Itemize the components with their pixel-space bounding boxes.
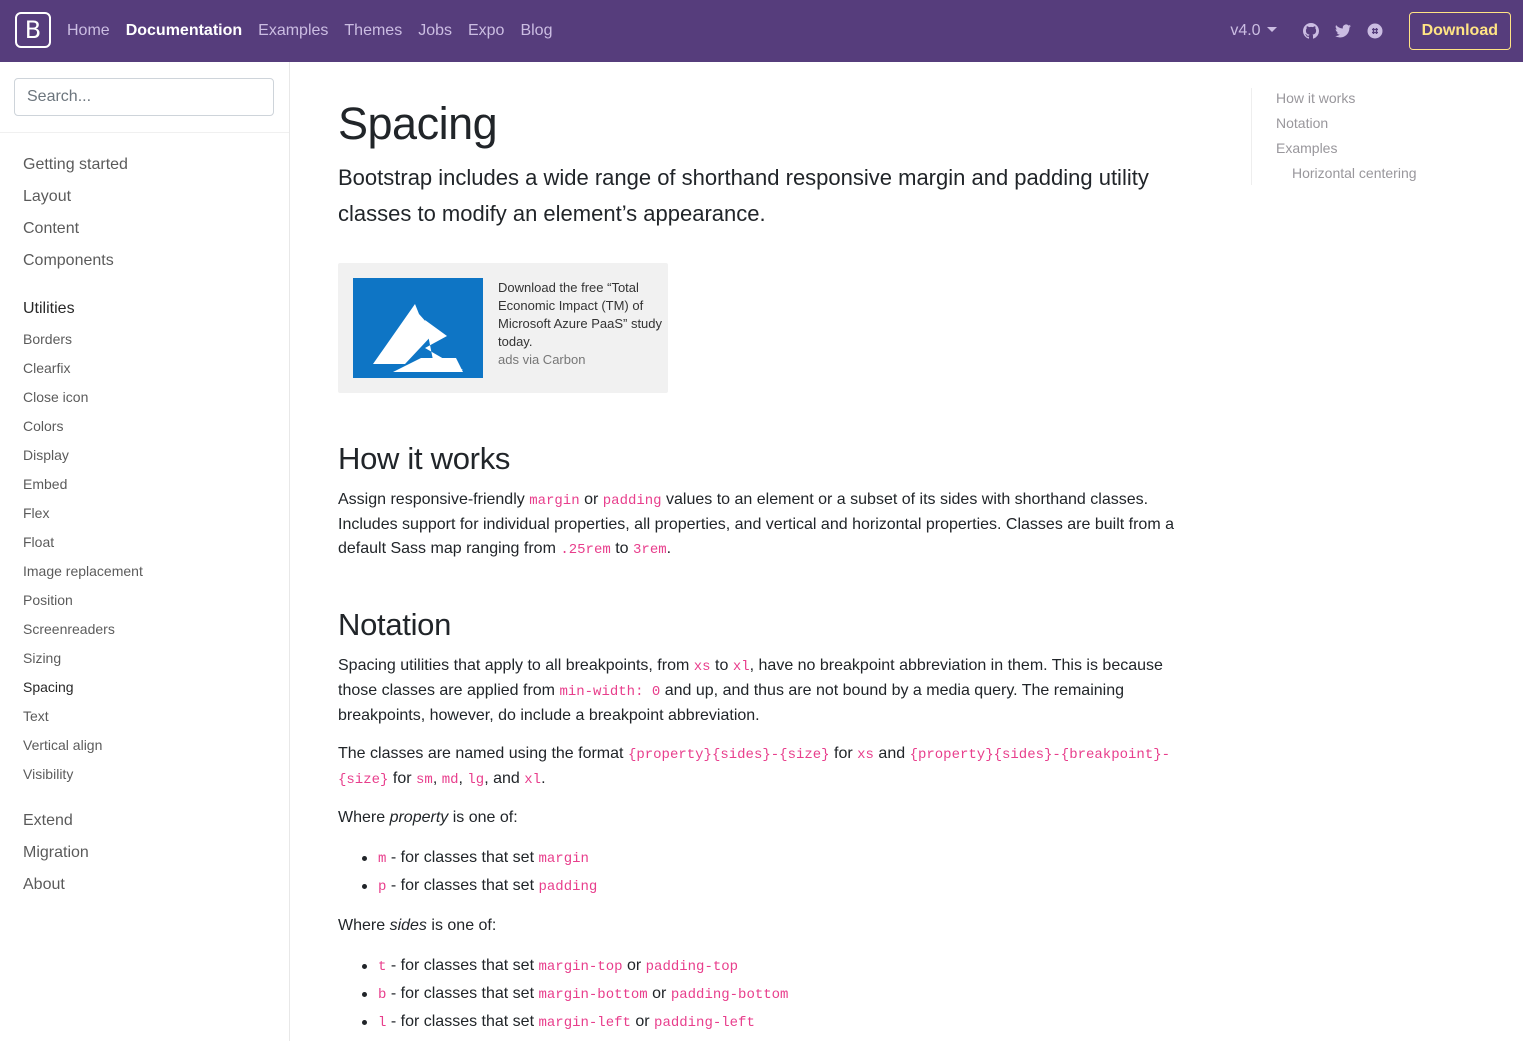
code: lg xyxy=(467,772,485,788)
code: margin xyxy=(538,851,589,867)
bootstrap-logo[interactable]: B xyxy=(15,12,51,48)
sidebar-item-position[interactable]: Position xyxy=(23,592,73,608)
heading-how-it-works: How it works xyxy=(338,441,511,476)
ad-copy[interactable] xyxy=(498,279,668,369)
sidebar-item-text[interactable]: Text xyxy=(23,708,49,724)
code: xs xyxy=(693,659,711,675)
sidebar-item-screenreaders[interactable]: Screenreaders xyxy=(23,621,115,637)
code: xl xyxy=(732,659,750,675)
code: .25rem xyxy=(560,542,611,558)
azure-logo-image[interactable] xyxy=(353,278,483,378)
text: - for classes that set xyxy=(390,877,535,894)
sidebar-item-visibility[interactable]: Visibility xyxy=(23,766,74,782)
toc-notation[interactable]: Notation xyxy=(1276,115,1329,131)
code: b xyxy=(378,987,387,1003)
page-title: Spacing xyxy=(338,98,498,149)
text: - for classes that set xyxy=(390,1013,535,1030)
search-container xyxy=(0,62,289,133)
how-it-works-paragraph xyxy=(338,488,1208,562)
code: p xyxy=(378,879,387,895)
code: {size} xyxy=(338,772,389,788)
how-it-works-line-1 xyxy=(338,488,1208,513)
code: 3rem xyxy=(633,542,667,558)
sidebar-group-components[interactable]: Components xyxy=(23,252,114,269)
text: The classes are named using the format xyxy=(338,745,624,762)
how-it-works-line-2: Includes support for individual properties, all properties, and vertical and horizontal properties. Classes are built from a xyxy=(338,516,1174,533)
sidebar-group-about[interactable]: About xyxy=(23,876,65,893)
nav-home[interactable]: Home xyxy=(67,22,110,39)
sidebar-group-extend[interactable]: Extend xyxy=(23,812,73,829)
version-dropdown[interactable] xyxy=(1230,22,1276,40)
text: and xyxy=(878,745,906,762)
table-of-contents xyxy=(1251,88,1417,185)
text: default Sass map ranging from xyxy=(338,540,556,557)
code: padding-top xyxy=(645,959,739,975)
list-item xyxy=(378,874,597,899)
code: margin-top xyxy=(538,959,623,975)
twitter-icon[interactable] xyxy=(1335,23,1351,39)
code: xl xyxy=(524,772,542,788)
code: l xyxy=(378,1015,387,1031)
sidebar-group-getting-started[interactable]: Getting started xyxy=(23,156,128,173)
nav-expo[interactable]: Expo xyxy=(467,22,505,39)
sidebar-item-image-replacement[interactable]: Image replacement xyxy=(23,563,143,579)
emphasis: sides xyxy=(389,917,427,934)
notation-paragraph-1 xyxy=(338,654,1208,728)
sidebar-item-embed[interactable]: Embed xyxy=(23,476,68,492)
code: sm xyxy=(416,772,433,788)
nav-documentation[interactable]: Documentation xyxy=(125,22,243,39)
code: padding-bottom xyxy=(670,987,789,1003)
text: for xyxy=(392,770,412,787)
code: padding xyxy=(602,493,662,509)
version-label: v4.0 xyxy=(1230,22,1261,39)
docs-sidebar xyxy=(0,62,290,1041)
sidebar-group-utilities[interactable]: Utilities xyxy=(23,300,75,317)
text: or xyxy=(584,491,599,508)
sidebar-item-clearfix[interactable]: Clearfix xyxy=(23,360,71,376)
sidebar-group-content[interactable]: Content xyxy=(23,220,80,237)
code: margin-left xyxy=(538,1015,631,1031)
sidebar-item-float[interactable]: Float xyxy=(23,534,55,550)
nav-themes[interactable]: Themes xyxy=(344,22,403,39)
top-navbar xyxy=(0,0,1523,62)
code: md xyxy=(441,772,459,788)
notation-format-line-2: {size} for sm, md, lg, and xl. xyxy=(338,770,546,788)
text: is one of: xyxy=(452,809,518,826)
text: Where xyxy=(338,917,386,934)
text: those classes are applied from xyxy=(338,682,555,699)
text: and up, and thus are not bound by a media query. The remaining xyxy=(664,682,1125,699)
nav-examples[interactable]: Examples xyxy=(258,22,329,39)
toc-how-it-works[interactable]: How it works xyxy=(1276,90,1356,106)
text: - for classes that set xyxy=(390,985,535,1002)
code: margin xyxy=(529,493,580,509)
text: values to an element or a subset of its sides with shorthand classes. xyxy=(666,491,1149,508)
list-item xyxy=(378,982,788,1007)
notation-line-3: breakpoints, however, do include a breakpoint abbreviation. xyxy=(338,707,760,724)
emphasis: property xyxy=(389,809,449,826)
text: or xyxy=(635,1013,650,1030)
sidebar-group-layout[interactable]: Layout xyxy=(23,188,72,205)
text: . xyxy=(541,770,546,787)
lead-paragraph: Bootstrap includes a wide range of shorthand responsive margin and padding utility classes to modify an element’s appearance. xyxy=(338,165,1149,226)
text: - for classes that set xyxy=(390,957,535,974)
code: {property}{sides}-{breakpoint}- xyxy=(909,747,1171,763)
how-it-works-line-3 xyxy=(338,537,1208,562)
notation-paragraph-2 xyxy=(338,742,1208,792)
text: to xyxy=(715,657,729,674)
main-nav xyxy=(67,0,568,62)
code: xs xyxy=(857,747,874,763)
sidebar-item-flex[interactable]: Flex xyxy=(23,505,50,521)
slack-icon[interactable] xyxy=(1367,23,1383,39)
azure-logo-icon xyxy=(353,278,483,378)
code: m xyxy=(378,851,387,867)
nav-jobs[interactable]: Jobs xyxy=(418,22,452,39)
sidebar-item-vertical-align[interactable]: Vertical align xyxy=(23,737,103,753)
chevron-down-icon xyxy=(1267,27,1277,32)
code: margin-bottom xyxy=(538,987,648,1003)
where-sides-paragraph xyxy=(338,914,1208,938)
sidebar-item-display[interactable]: Display xyxy=(23,447,69,463)
download-button[interactable]: Download xyxy=(1409,12,1511,50)
sidebar-item-borders[interactable]: Borders xyxy=(23,331,73,347)
text: Spacing utilities that apply to all breakpoints, from xyxy=(338,657,690,674)
toc-examples[interactable]: Examples xyxy=(1276,140,1338,156)
text: is one of: xyxy=(431,917,497,934)
code: t xyxy=(378,959,387,975)
toc-horizontal-centering[interactable]: Horizontal centering xyxy=(1292,165,1417,181)
github-icon[interactable] xyxy=(1303,23,1319,39)
where-property-paragraph xyxy=(338,806,1208,830)
text: , have no breakpoint abbreviation in them. This is because xyxy=(749,657,1163,674)
notation-format-line-1 xyxy=(338,742,1208,767)
list-item xyxy=(378,954,738,979)
search-input[interactable] xyxy=(14,78,274,116)
text: , and xyxy=(484,770,520,787)
text: . xyxy=(666,540,672,557)
ad-text[interactable]: Download the free “Total Economic Impact (TM) of Microsoft Azure PaaS” study today. xyxy=(498,280,663,349)
sidebar-item-sizing[interactable]: Sizing xyxy=(23,650,62,666)
text: to xyxy=(615,540,629,557)
sidebar-group-migration[interactable]: Migration xyxy=(23,844,89,861)
notation-line-2 xyxy=(338,679,1208,704)
notation-line-1 xyxy=(338,654,1208,679)
list-item xyxy=(378,846,589,871)
sidebar-item-colors[interactable]: Colors xyxy=(23,418,64,434)
text: Where xyxy=(338,809,386,826)
list-item xyxy=(378,1010,755,1035)
code: padding-left xyxy=(654,1015,755,1031)
text: or xyxy=(626,957,642,974)
sidebar-item-close-icon[interactable]: Close icon xyxy=(23,389,89,405)
heading-notation: Notation xyxy=(338,607,452,642)
text: - for classes that set xyxy=(390,849,535,866)
nav-right xyxy=(1230,0,1511,62)
text: Assign responsive-friendly xyxy=(338,491,525,508)
text: or xyxy=(652,985,667,1002)
ad-via-carbon[interactable]: ads via Carbon xyxy=(498,352,586,367)
carbon-ad[interactable] xyxy=(338,263,668,393)
nav-blog[interactable]: Blog xyxy=(520,22,553,39)
sidebar-item-spacing[interactable]: Spacing xyxy=(23,679,74,695)
code: padding xyxy=(538,879,598,895)
code: {property}{sides}-{size} xyxy=(627,747,830,763)
code: min-width: 0 xyxy=(559,684,661,700)
text: for xyxy=(834,745,853,762)
